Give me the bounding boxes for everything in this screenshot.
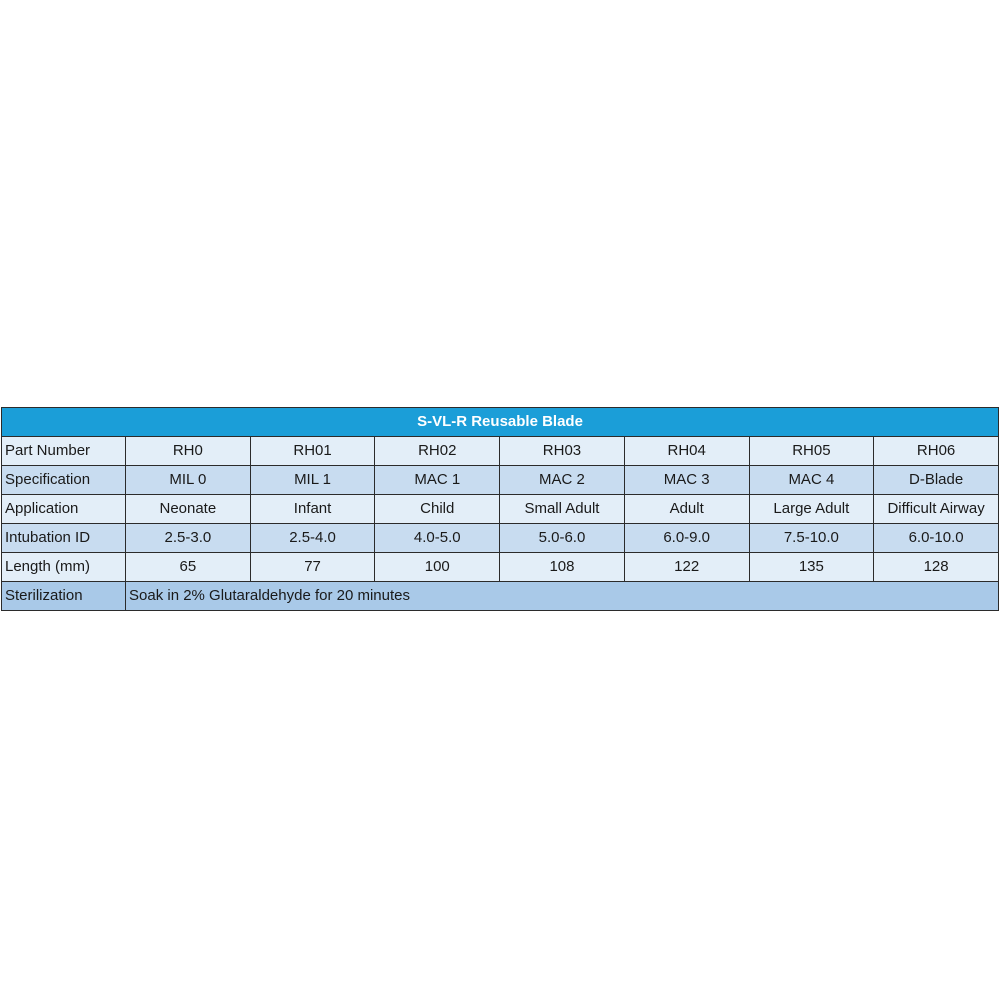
table-cell: MAC 3 [624,466,749,495]
table-cell: 100 [375,553,500,582]
table-cell: Difficult Airway [874,495,999,524]
row-label: Part Number [2,437,126,466]
table-cell: 122 [624,553,749,582]
table-cell: 5.0-6.0 [500,524,625,553]
table-cell: MIL 1 [250,466,375,495]
table-cell: 65 [126,553,251,582]
sterilization-value: Soak in 2% Glutaraldehyde for 20 minutes [126,582,999,611]
table-row [2,495,999,524]
table-cell: Adult [624,495,749,524]
row-label: Intubation ID [2,524,126,553]
row-label: Length (mm) [2,553,126,582]
table-cell: 77 [250,553,375,582]
table-cell: RH02 [375,437,500,466]
table-cell: RH05 [749,437,874,466]
table-cell: 6.0-9.0 [624,524,749,553]
row-label: Specification [2,466,126,495]
table-cell: 4.0-5.0 [375,524,500,553]
table-row [2,553,999,582]
table-row [2,524,999,553]
table-cell: Neonate [126,495,251,524]
table-cell: Infant [250,495,375,524]
table-cell: RH0 [126,437,251,466]
table-row [2,582,999,611]
table-cell: 2.5-3.0 [126,524,251,553]
table-cell: RH04 [624,437,749,466]
table-cell: MAC 1 [375,466,500,495]
table-title: S-VL-R Reusable Blade [2,408,999,437]
table-cell: 135 [749,553,874,582]
table-cell: 2.5-4.0 [250,524,375,553]
table-cell: RH03 [500,437,625,466]
table-cell: Large Adult [749,495,874,524]
table-cell: MAC 4 [749,466,874,495]
table-cell: D-Blade [874,466,999,495]
row-label: Application [2,495,126,524]
table-cell: 128 [874,553,999,582]
table-cell: MIL 0 [126,466,251,495]
table-row [2,437,999,466]
table-row [2,466,999,495]
table-cell: MAC 2 [500,466,625,495]
table-cell: RH06 [874,437,999,466]
spec-table [1,407,999,611]
table-cell: 7.5-10.0 [749,524,874,553]
table-cell: 6.0-10.0 [874,524,999,553]
table-cell: RH01 [250,437,375,466]
table-cell: Child [375,495,500,524]
row-label: Sterilization [2,582,126,611]
table-cell: 108 [500,553,625,582]
table-cell: Small Adult [500,495,625,524]
